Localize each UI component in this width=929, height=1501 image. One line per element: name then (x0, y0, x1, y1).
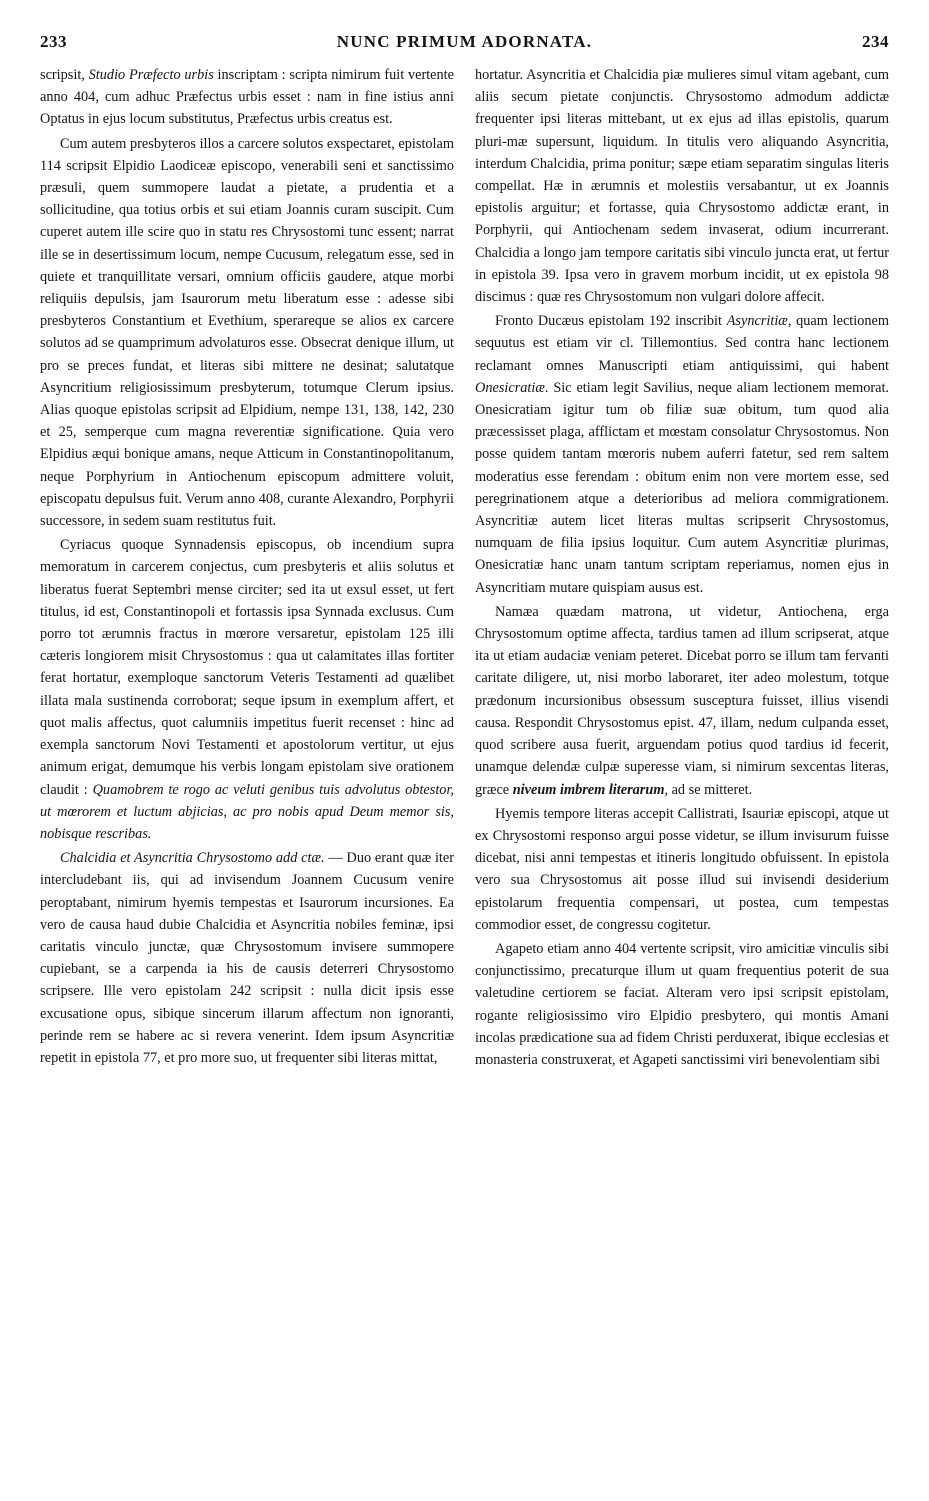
paragraph (40, 847, 454, 1069)
right-column (475, 64, 889, 1071)
paragraph: Agapeto etiam anno 404 vertente scripsit, viro amicitiæ vinculis sibi conjunctissimo, precaturque illum ut quam frequentius poterit de sua valetudine certiorem se faciat. Alteram vero ipsi scripsit epistolam, rogante religiosissimo viro Elpidio presbytero, qui montis Amani incolas prædicatione sua ad fidem Christi perduxerat, ibique ecclesias et monasteria construxerat, et Agapeti sanctissimi viri benevolentiam sibi (475, 940, 889, 1068)
paragraph (40, 64, 454, 131)
text-run: Cyriacus quoque Synnadensis episcopus, ob incendium supra memoratum in carcerem conjectus, cum presbyteris et aliis solutus et liberatus fuerat Septembri mense circiter; sed ita ut exsul esset, ut fert titulus, id est, Constantinopoli et fortassis ipsa Synnada exclusus. Cum porro tot ærumnis fractus in mœrore versaretur, epistolam 125 illi cæteris longiorem misit Chrysostomus : qua ut calamitates illas fortiter ferat hortatur, exemploque sanctorum Veteris Testamenti ad quælibet illata mala sustinenda corroborat; seque ipsum in exemplum affert, et quot malis affectus, quot calumniis impetitus fuerit recenset : hinc ad exempla sanctorum Novi Testamenti et apostolorum vertitur, ut ejus animum erigat, demumque his verbis longam epistolam sive orationem claudit : (40, 537, 454, 798)
two-column-body (40, 64, 889, 1071)
right-page-number: 234 (862, 32, 889, 51)
text-run: inscriptam : scripta nimirum fuit vertente anno 404, cum adhuc Præfectus urbis esset : nam in fine istius anni Optatus in ejus locum substitutus, Præfectus urbis creatus est. (40, 67, 454, 128)
italic-text: Asyncritiæ (726, 313, 788, 330)
running-header (40, 32, 889, 62)
left-column (40, 64, 454, 1071)
text-run: scripsit, (40, 67, 89, 83)
italic-text: Studio Præfecto urbis (88, 67, 214, 83)
section-heading: Chalcidia et Asyncritia Chrysostomo add ctæ. (60, 850, 325, 867)
text-run: Fronto Ducæus epistolam 192 inscribit (495, 313, 727, 330)
text-run: . Sic etiam legit Savilius, neque aliam lectionem memorat. Onesicratiam igitur tum ob filiæ suæ obitum, tum quod alia præcessisset plaga, afflictam et mœstam consolatur Chrysostomus. Non posse quidem tantam mœroris nubem auferri fatetur, sed rem saltem moderatius esse ferendam : obitum enim non vere mortem esse, sed peregrinationem atque a deterioribus ad meliora commigrationem. Asyncritiæ autem licet literas multas scripserit Chrysostomus, numquam de filia ipsius loquitur. Cum autem Asyncritiæ plurimas, Onesicratiæ hanc unam tantum scriptam reperiamus, nomen ejus in Asyncritiam mutare quispiam ausus est. (475, 379, 889, 596)
left-page-number: 233 (40, 32, 67, 51)
italic-text: niveum imbrem literarum (512, 781, 665, 798)
text-run: , ad se mitteret. (664, 781, 753, 798)
text-run: Namæa quædam matrona, ut videtur, Antiochena, erga Chrysostomum optime affecta, tardius tamen ad illum scripserat, atque ita ut etiam audaciæ veniam peteret. Dicebat porro se illum tam fervanti caritate diligere, ut, nisi morbo laboraret, iter adeo molestum, totque prædonum incursionibus obsessum susceptura fuisset, illius visendi causa. Respondit Chrysostomus epist. 47, illam, nedum culpanda esset, quod scribere ausa fuerit, arguendam potius quod tardius id fecerit, unamque delendæ culpæ superesse viam, si nimirum sexcentas literas, græce (475, 603, 889, 798)
text-run: — Duo erant quæ iter intercludebant iis, qui ad invisendum Joannem Cucusum venire peroptabant, nimirum hyemis tempestas et Isaurorum incursiones. Ea vero de causa haud dubie Chalcidia et Asyncritia nobiles feminæ, ipsi caritatis vinculo junctæ, quæ Chrysostomum invisere summopere cupiebant, se a carpenda ia his de causis deterreri Chrysostomo scripsere. Ille vero epistolam 242 scripsit : nulla dicit ipsis esse excusatione opus, sibique sincerum illarum affectum non ignoranti, perinde rem se habere ac si revera venerint. Idem ipsum Asyncritiæ repetit in epistola 77, et pro more suo, ut frequenter sibi literas mittat, (40, 850, 454, 1066)
paragraph (475, 310, 889, 599)
italic-quotation: Quamobrem te rogo ac veluti genibus tuis advolutus obtestor, ut mœrorem et luctum abjicias, ac pro nobis apud Deum memor sis, nobisque rescribas. (40, 781, 454, 842)
paragraph (40, 534, 454, 845)
paragraph: hortatur. Asyncritia et Chalcidia piæ mulieres simul vitam agebant, cum aliis secum pietate conjunctis. Chrysostomo admodum addictæ frequenter ipsi literas mittebant, ut ex ejus ad illas epistolis, quarum pluri-mæ supersunt, liquidum. In titulis vero aliquando Asyncritia, interdum Chalcidia, prima ponitur; sæpe etiam separatim singulas literis compellat. Hæ in ærumnis et molestiis versabantur, ut ex Joannis epistolis arguitur; et fortasse, quia Chrysostomo addictæ erant, in Porphyrii, qui Antiochenam sedem invaserat, odium incurrerant. Chalcidia a longo jam tempore caritatis sibi vinculo juncta erat, ut fertur in epistola 39. Ipsa vero in gravem morbum incidit, ut ex epistola 98 discimus : quæ res Chrysostomum non vulgari dolore affecit. (475, 67, 889, 306)
paragraph: Hyemis tempore literas accepit Callistrati, Isauriæ episcopi, atque ut ex Chrysostomi responso argui posse videtur, se illum invisurum fuisse dicebat, nisi anni tempestas et itineris longitudo obfuissent. In epistola vero sua Chrysostomus ait posse illud sui invisendi desiderium epistolarum frequentia compensari, ut postea, cum tempestas commodior esset, de congressu cogitetur. (475, 805, 889, 933)
italic-text: Onesicratiæ (475, 379, 545, 396)
paragraph (475, 601, 889, 801)
text-run: , quam lectionem sequutus est etiam vir cl. Tillemontius. Sed contra hanc lectionem reclamant omnes Manuscripti etiam antiquissimi, qui habent (475, 313, 889, 374)
paragraph: Cum autem presbyteros illos a carcere solutos exspectaret, epistolam 114 scripsit Elpidio Laodiceæ episcopo, venerabili seni et sanctissimo præsuli, quem summopere laudat a pietate, a prudentia et a sollicitudine, qua totius orbis et sui etiam Joannis curam suscipit. Cum cuperet autem ille scire quo in statu res Chrysostomi tunc essent; narrat ille se in desertissimum locum, nempe Cucusum, relegatum esse, sed in quiete et tranquillitate versari, omnium officiis gaudere, atque morbi reliquiis depulsis, jam Isaurorum metu liberatum esse : adesse sibi presbyteros Constantium et Evethium, sperareque se alios ex carcere solutos ad se quamprimum advolaturos esse. Obsecrat denique illum, ut pro se preces fundat, et literas sibi mittere ne desinat; salutatque Asyncritium religiosissimum presbyterum, totumque Clerum ipsius. Alias quoque epistolas scripsit ad Elpidium, nempe 131, 138, 142, 230 et 25, semperque cum magna reverentiæ significatione. Quia vero Elpidius æqui bonique amans, neque Atticum in Constantinopolitanum, neque Porphyrium in Antiochenum episcopum admittere voluit, episcopatu depulsus fuit. Verum anno 408, curante Alexandro, Porphyrii successore, in sedem suam restitutus fuit. (40, 135, 454, 530)
running-title: NUNC PRIMUM ADORNATA. (336, 32, 593, 51)
